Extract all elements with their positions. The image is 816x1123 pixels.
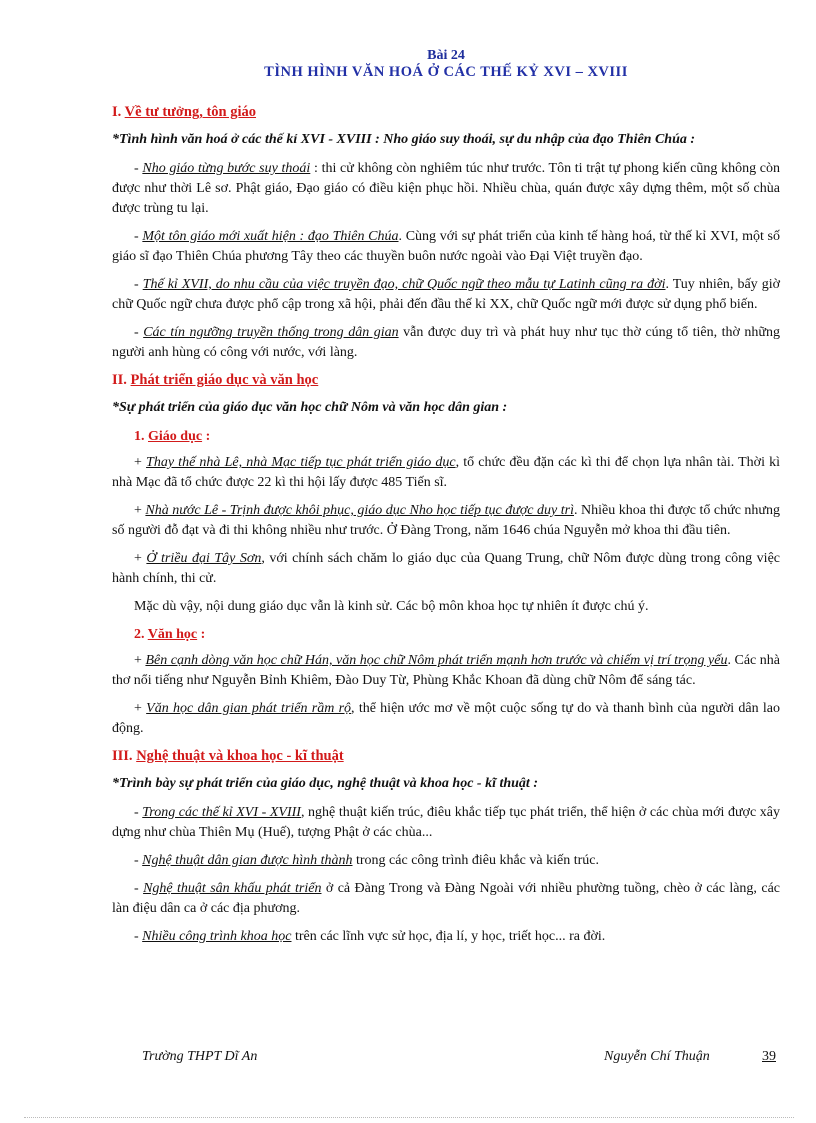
paragraph: Mặc dù vậy, nội dung giáo dục vẫn là kinh sử. Các bộ môn khoa học tự nhiên ít được chú ý. bbox=[134, 599, 649, 614]
section-2-number: II. bbox=[112, 372, 127, 388]
paragraph: + Bên cạnh dòng văn học chữ Hán, văn học chữ Nôm phát triển mạnh hơn trước và chiếm vị trí trọng yếu. Các nhà thơ nổi tiếng như Nguyễn Bỉnh Khiêm, Đào Duy Từ, Phùng Khắc Khoan đã dùng chữ Nôm để sáng tác. bbox=[112, 653, 781, 688]
emphasis: Nho giáo từng bước suy thoái bbox=[142, 161, 311, 176]
section-1-title: Về tư tưởng, tôn giáo bbox=[124, 104, 257, 120]
section-2-title: Phát triển giáo dục và văn học bbox=[130, 372, 319, 388]
section-2-intro: *Sự phát triển của giáo dục văn học chữ Nôm và văn học dân gian : bbox=[112, 400, 508, 415]
subsection-education-heading: 1. Giáo dục : bbox=[134, 429, 211, 444]
title-block bbox=[112, 48, 780, 81]
section-3-heading bbox=[112, 747, 780, 765]
paragraph: + Ở triều đại Tây Sơn, với chính sách chăm lo giáo dục của Quang Trung, chữ Nôm được dùng trong công việc hành chính, thi cử. bbox=[112, 551, 780, 586]
paragraph: - Thế kỉ XVII, do nhu cầu của việc truyền đạo, chữ Quốc ngữ theo mẫu tự Latinh cũng ra đời. Tuy nhiên, bấy giờ chữ Quốc ngữ chưa được phổ cập trong xã hội, phải đến đầu thế kỉ XX, chữ Quốc ngữ mới được sử dụng phổ biến. bbox=[112, 277, 780, 312]
paragraph: - Các tín ngưỡng truyền thống trong dân gian vẫn được duy trì và phát huy như tục thờ cúng tổ tiên, thờ những người anh hùng có công với nước, với làng. bbox=[112, 325, 780, 360]
emphasis: Trong các thế kỉ XVI - XVIII bbox=[142, 805, 301, 820]
paragraph: - Nho giáo từng bước suy thoái : thi cử không còn nghiêm túc như trước. Tôn ti trật tự phong kiến cũng không còn được như thời Lê sơ. Phật giáo, Đạo giáo có điều kiện phục hồi. Nhiều chùa, quán được xây dựng thêm, một số chùa được trùng tu lại. bbox=[112, 161, 781, 216]
page-number: 39 bbox=[762, 1049, 776, 1064]
lesson-number: Bài 24 bbox=[427, 48, 465, 63]
paragraph: + Nhà nước Lê - Trịnh được khôi phục, giáo dục Nho học tiếp tục được duy trì. Nhiều khoa thi được tổ chức nhưng số người đỗ đạt và đi thi không nhiều như trước. Ở Đàng Trong, năm 1646 chúa Nguyễn mở khoa thi đầu tiên. bbox=[112, 503, 781, 538]
emphasis: Nghệ thuật dân gian được hình thành bbox=[142, 853, 353, 868]
emphasis: Các tín ngưỡng truyền thống trong dân gian bbox=[143, 325, 399, 340]
paragraph: + Văn học dân gian phát triển rầm rộ, thể hiện ước mơ về một cuộc sống tự do và thanh bình của người dân lao động. bbox=[112, 701, 780, 736]
section-1-number: I. bbox=[112, 104, 122, 120]
section-3-number: III. bbox=[112, 748, 133, 764]
bottom-divider bbox=[24, 1117, 794, 1118]
paragraph: + Thay thế nhà Lê, nhà Mạc tiếp tục phát triển giáo dục, tổ chức đều đặn các kì thi để chọn lựa nhân tài. Thời kì nhà Mạc đã tổ chức được 22 kì thi hội lấy được 485 Tiến sĩ. bbox=[112, 455, 780, 490]
section-1-intro: *Tình hình văn hoá ở các thế kỉ XVI - XVIII : Nho giáo suy thoái, sự du nhập của đạo Thiên Chúa : bbox=[112, 132, 696, 147]
footer-school: Trường THPT Dĩ An bbox=[142, 1049, 258, 1064]
section-2-heading bbox=[112, 371, 780, 389]
subsection-literature-heading: 2. Văn học : bbox=[134, 627, 206, 642]
paragraph: - Một tôn giáo mới xuất hiện : đạo Thiên Chúa. Cùng với sự phát triển của kinh tế hàng hoá, từ thế kỉ XVI, một số giáo sĩ đạo Thiên Chúa phương Tây theo các thuyền buôn nước ngoài vào Đại Việt truyền đạo. bbox=[112, 229, 780, 264]
section-3-intro: *Trình bày sự phát triển của giáo dục, nghệ thuật và khoa học - kĩ thuật : bbox=[112, 776, 538, 791]
paragraph: - Nhiều công trình khoa học trên các lĩnh vực sử học, địa lí, y học, triết học... ra đời. bbox=[134, 929, 606, 944]
emphasis: Thay thế nhà Lê, nhà Mạc tiếp tục phát triển giáo dục bbox=[146, 455, 456, 470]
emphasis: Nhiều công trình khoa học bbox=[142, 929, 292, 944]
paragraph: - Nghệ thuật sân khấu phát triển ở cả Đàng Trong và Đàng Ngoài với nhiều phường tuồng, chèo ở các làng, các làn điệu dân ca ở các địa phương. bbox=[112, 881, 780, 916]
emphasis: Ở triều đại Tây Sơn bbox=[146, 551, 262, 566]
emphasis: Bên cạnh dòng văn học chữ Hán, văn học chữ Nôm phát triển mạnh hơn trước và chiếm vị trí trọng yếu bbox=[145, 653, 728, 668]
emphasis: Nhà nước Lê - Trịnh được khôi phục, giáo dục Nho học tiếp tục được duy trì bbox=[145, 503, 574, 518]
document-page bbox=[112, 48, 780, 955]
emphasis: Nghệ thuật sân khấu phát triển bbox=[143, 881, 322, 896]
section-1-heading bbox=[112, 103, 780, 121]
page-title: TÌNH HÌNH VĂN HOÁ Ở CÁC THẾ KỶ XVI – XVIII bbox=[264, 64, 628, 80]
paragraph: - Trong các thế kỉ XVI - XVIII, nghệ thuật kiến trúc, điêu khắc tiếp tục phát triển, thể hiện ở các chùa mới được xây dựng như chùa Thiên Mụ (Huế), tượng Phật ở các chùa... bbox=[112, 805, 780, 840]
emphasis: Một tôn giáo mới xuất hiện : đạo Thiên Chúa bbox=[142, 229, 399, 244]
paragraph: - Nghệ thuật dân gian được hình thành trong các công trình điêu khắc và kiến trúc. bbox=[134, 853, 599, 868]
section-3-title: Nghệ thuật và khoa học - kĩ thuật bbox=[136, 748, 344, 764]
footer-author: Nguyễn Chí Thuận bbox=[604, 1049, 710, 1064]
emphasis: Thế kỉ XVII, do nhu cầu của việc truyền đạo, chữ Quốc ngữ theo mẫu tự Latinh cũng ra đời bbox=[142, 277, 666, 292]
emphasis: Văn học dân gian phát triển rầm rộ bbox=[146, 701, 352, 716]
